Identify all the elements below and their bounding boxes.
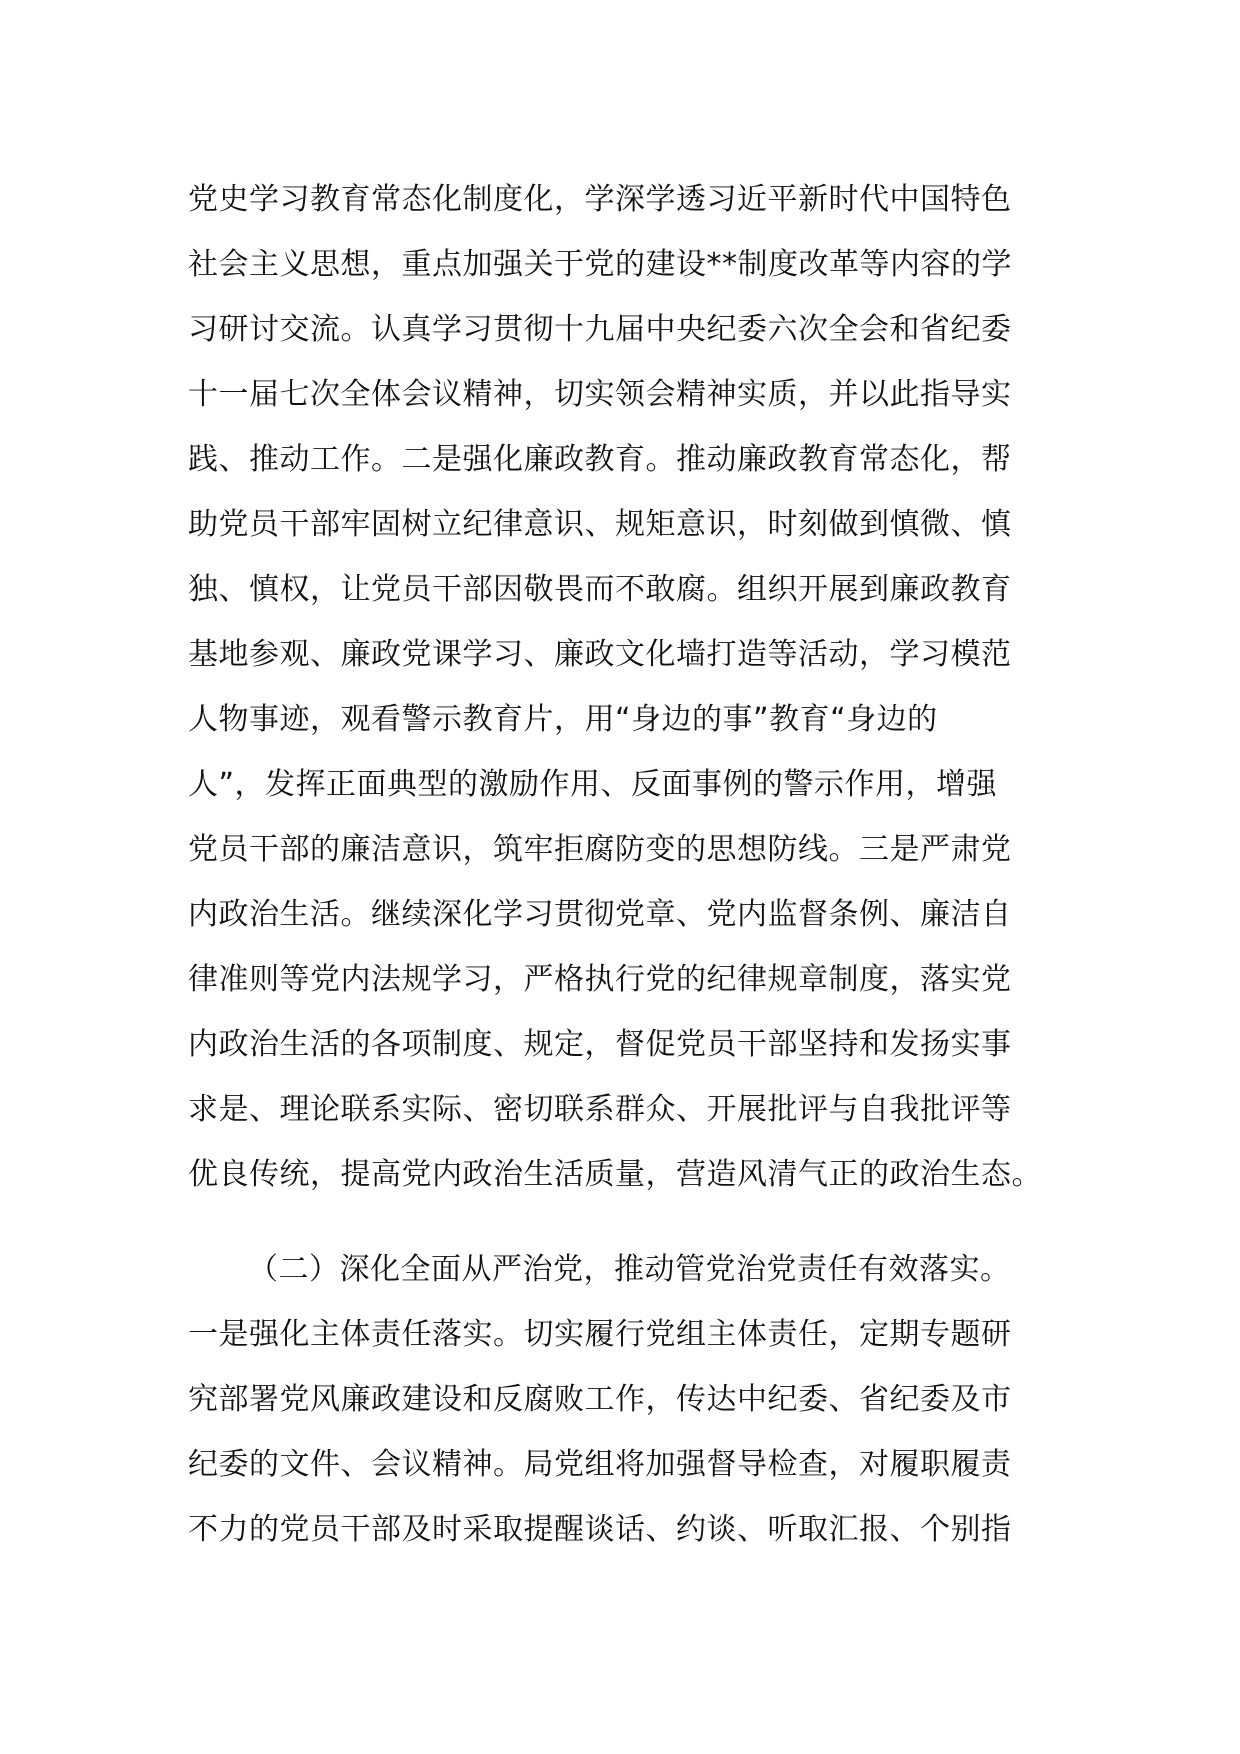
text-line: 求是、理论联系实际、密切联系群众、开展批评与自我批评等: [188, 1092, 1012, 1127]
text-line: 践、推动工作。二是强化廉政教育。推动廉政教育常态化，帮: [188, 442, 1012, 477]
text-line: 基地参观、廉政党课学习、廉政文化墙打造等活动，学习模范: [188, 637, 1012, 672]
text-line: 党员干部的廉洁意识，筑牢拒腐防变的思想防线。三是严肃党: [188, 832, 1012, 867]
text-line: 内政治生活。继续深化学习贯彻党章、党内监督条例、廉洁自: [188, 897, 1012, 932]
text-line: 独、慎权，让党员干部因敬畏而不敢腐。组织开展到廉政教育: [188, 572, 1012, 607]
text-line: 人物事迹，观看警示教育片，用“身边的事”教育“身边的: [188, 702, 938, 737]
text-line: 人”，发挥正面典型的激励作用、反面事例的警示作用，增强: [188, 767, 998, 802]
text-line: 内政治生活的各项制度、规定，督促党员干部坚持和发扬实事: [188, 1027, 1012, 1062]
text-line: 律准则等党内法规学习，严格执行党的纪律规章制度，落实党: [188, 962, 1012, 997]
paragraph-2: [188, 1237, 1068, 1562]
text-line: 优良传统，提高党内政治生活质量，营造风清气正的政治生态。: [188, 1157, 1042, 1192]
section-heading-line: （二）深化全面从严治党，推动管党治党责任有效落实。: [248, 1252, 1011, 1287]
text-line: 社会主义思想，重点加强关于党的建设**制度改革等内容的学: [188, 247, 1012, 282]
text-line: 一是强化主体责任落实。切实履行党组主体责任，定期专题研: [188, 1317, 1012, 1352]
text-line: 党史学习教育常态化制度化，学深学透习近平新时代中国特色: [188, 182, 1012, 217]
paragraph-1: [188, 167, 1068, 1207]
text-line: 助党员干部牢固树立纪律意识、规矩意识，时刻做到慎微、慎: [188, 507, 1012, 542]
text-line: 不力的党员干部及时采取提醒谈话、约谈、听取汇报、个别指: [188, 1512, 1012, 1547]
text-line: 习研讨交流。认真学习贯彻十九届中央纪委六次全会和省纪委: [188, 312, 1012, 347]
text-line: 纪委的文件、会议精神。局党组将加强督导检查，对履职履责: [188, 1447, 1012, 1482]
text-line: 十一届七次全体会议精神，切实领会精神实质，并以此指导实: [188, 377, 1012, 412]
text-line: 究部署党风廉政建设和反腐败工作，传达中纪委、省纪委及市: [188, 1382, 1012, 1417]
